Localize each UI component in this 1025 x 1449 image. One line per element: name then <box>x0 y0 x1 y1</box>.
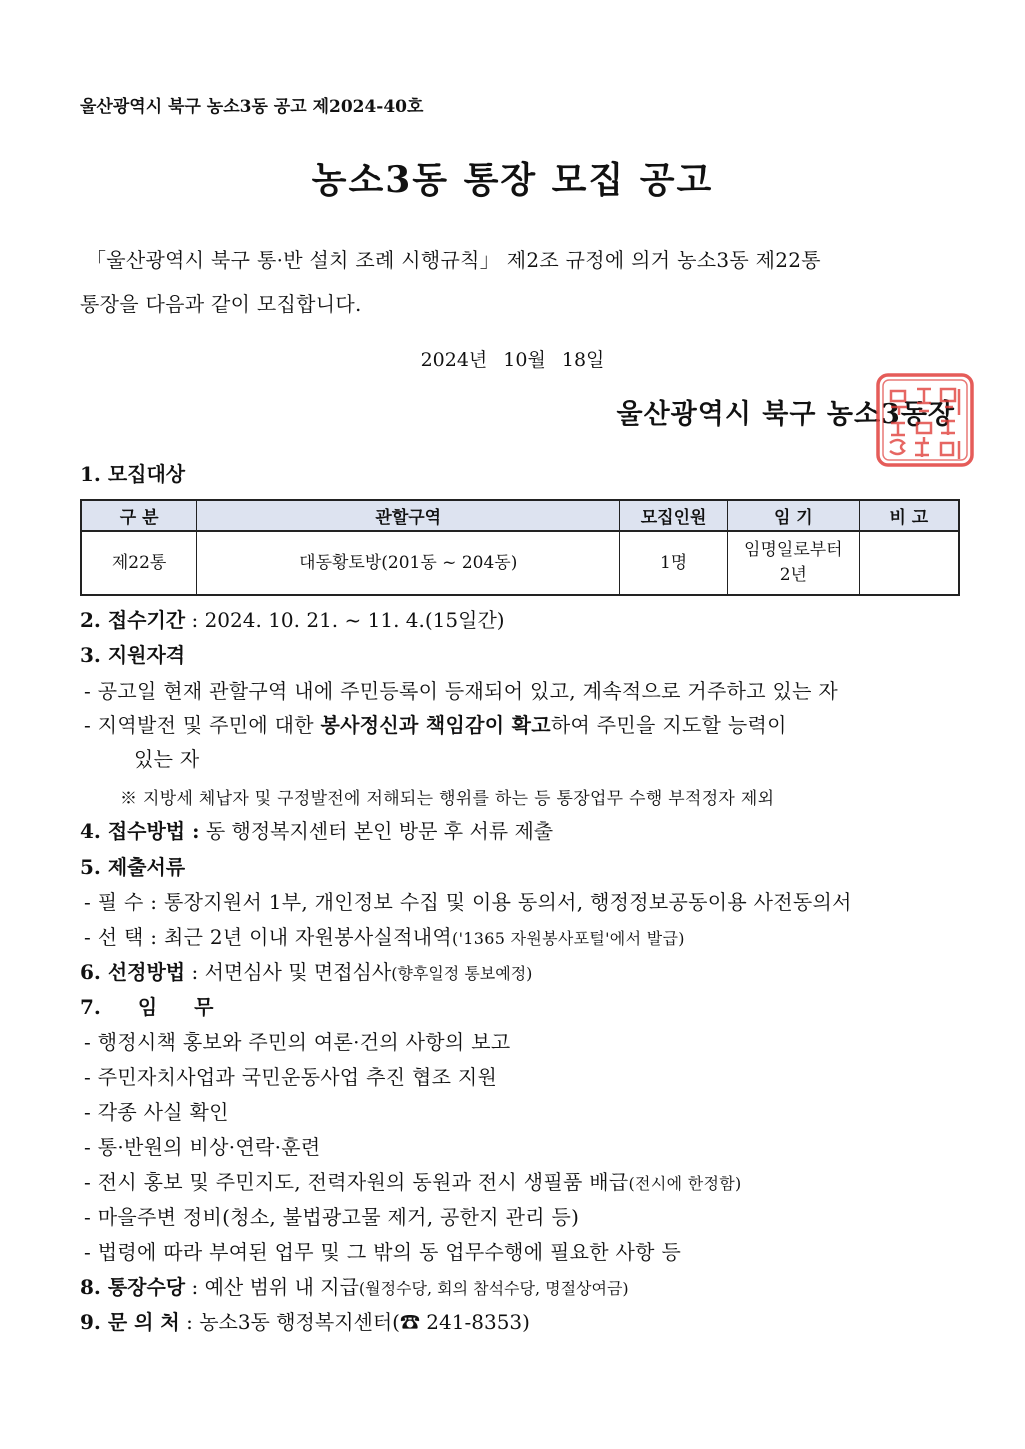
section-7-title: 7. 임 무 <box>80 995 214 1019</box>
qualification-note: ※ 지방세 체납자 및 구정발전에 저해되는 행위를 하는 등 통장업무 수행 부적정자 제외 <box>120 789 775 809</box>
duty-item-1: - 행정시책 홍보와 주민의 여론·건의 사항의 보고 <box>84 1030 511 1054</box>
header-term: 임 기 <box>727 500 859 531</box>
cell-count: 1명 <box>620 531 728 595</box>
duty-item-7: - 법령에 따라 부여된 업무 및 그 밖의 동 업무수행에 필요한 사항 등 <box>84 1240 682 1264</box>
section-4: 4. 접수방법 : 동 행정복지센터 본인 방문 후 서류 제출 <box>80 819 554 843</box>
intro-line-1: 「울산광역시 북구 통·반 설치 조례 시행규칙」 제2조 규정에 의거 농소3동 제22통 <box>86 248 821 272</box>
duty-item-6: - 마을주변 정비(청소, 불법광고물 제거, 공한지 관리 등) <box>84 1205 580 1229</box>
intro-paragraph <box>80 238 970 326</box>
duty-item-5: - 전시 홍보 및 주민지도, 전력자원의 동원과 전시 생필품 배급(전시에 한정함) <box>84 1170 742 1194</box>
duty-item-2: - 주민자치사업과 국민운동사업 추진 협조 지원 <box>84 1065 498 1089</box>
duty-item-3: - 각종 사실 확인 <box>84 1100 229 1124</box>
section-3-title: 3. 지원자격 <box>80 643 186 667</box>
section-5-title: 5. 제출서류 <box>80 855 186 879</box>
duty-item-4: - 통·반원의 비상·연락·훈련 <box>84 1135 321 1159</box>
term-line-2: 2년 <box>779 565 807 585</box>
qualification-item-1: - 공고일 현재 관할구역 내에 주민등록이 등재되어 있고, 계속적으로 거주하고 있는 자 <box>84 679 839 703</box>
intro-line-2: 통장을 다음과 같이 모집합니다. <box>80 292 362 316</box>
qualification-item-2: - 지역발전 및 주민에 대한 봉사정신과 책임감이 확고하여 주민을 지도할 능력이 <box>84 713 787 737</box>
cell-note <box>859 531 959 595</box>
term-line-1: 임명일로부터 <box>744 540 843 560</box>
notice-date: 2024년 10월 18일 <box>420 349 605 371</box>
documents-required: - 필 수 : 통장지원서 1부, 개인정보 수집 및 이용 동의서, 행정정보공동이용 사전동의서 <box>84 890 852 914</box>
section-9: 9. 문 의 처 : 농소3동 행정복지센터(☎ 241-8353) <box>80 1310 530 1334</box>
issuer-name: 울산광역시 북구 농소3동장 <box>616 399 955 430</box>
section-6: 6. 선정방법 : 서면심사 및 면접심사(향후일정 통보예정) <box>80 960 533 984</box>
documents-optional: - 선 택 : 최근 2년 이내 자원봉사실적내역('1365 자원봉사포털'에서 발급) <box>84 925 685 949</box>
cell-area: 대동황토방(201동 ~ 204동) <box>197 531 620 595</box>
header-division: 구 분 <box>81 500 197 531</box>
notice-number: 울산광역시 북구 농소3동 공고 제2024-40호 <box>80 97 424 117</box>
table-header-row <box>81 500 959 531</box>
header-area: 관할구역 <box>197 500 620 531</box>
cell-term <box>727 531 859 595</box>
section-2: 2. 접수기간 : 2024. 10. 21. ~ 11. 4.(15일간) <box>80 608 505 632</box>
header-count: 모집인원 <box>620 500 728 531</box>
notice-title: 농소3동 통장 모집 공고 <box>311 159 714 201</box>
phone-icon: ☎ <box>399 1310 420 1334</box>
table-row <box>81 531 959 595</box>
section-1-title: 1. 모집대상 <box>80 462 186 486</box>
official-seal-stamp <box>873 371 977 469</box>
header-note: 비 고 <box>859 500 959 531</box>
cell-division: 제22통 <box>81 531 197 595</box>
section-8: 8. 통장수당 : 예산 범위 내 지급(월정수당, 회의 참석수당, 명절상여금) <box>80 1275 629 1299</box>
qualification-item-2-cont: 있는 자 <box>134 747 200 771</box>
recruit-table <box>80 499 960 596</box>
